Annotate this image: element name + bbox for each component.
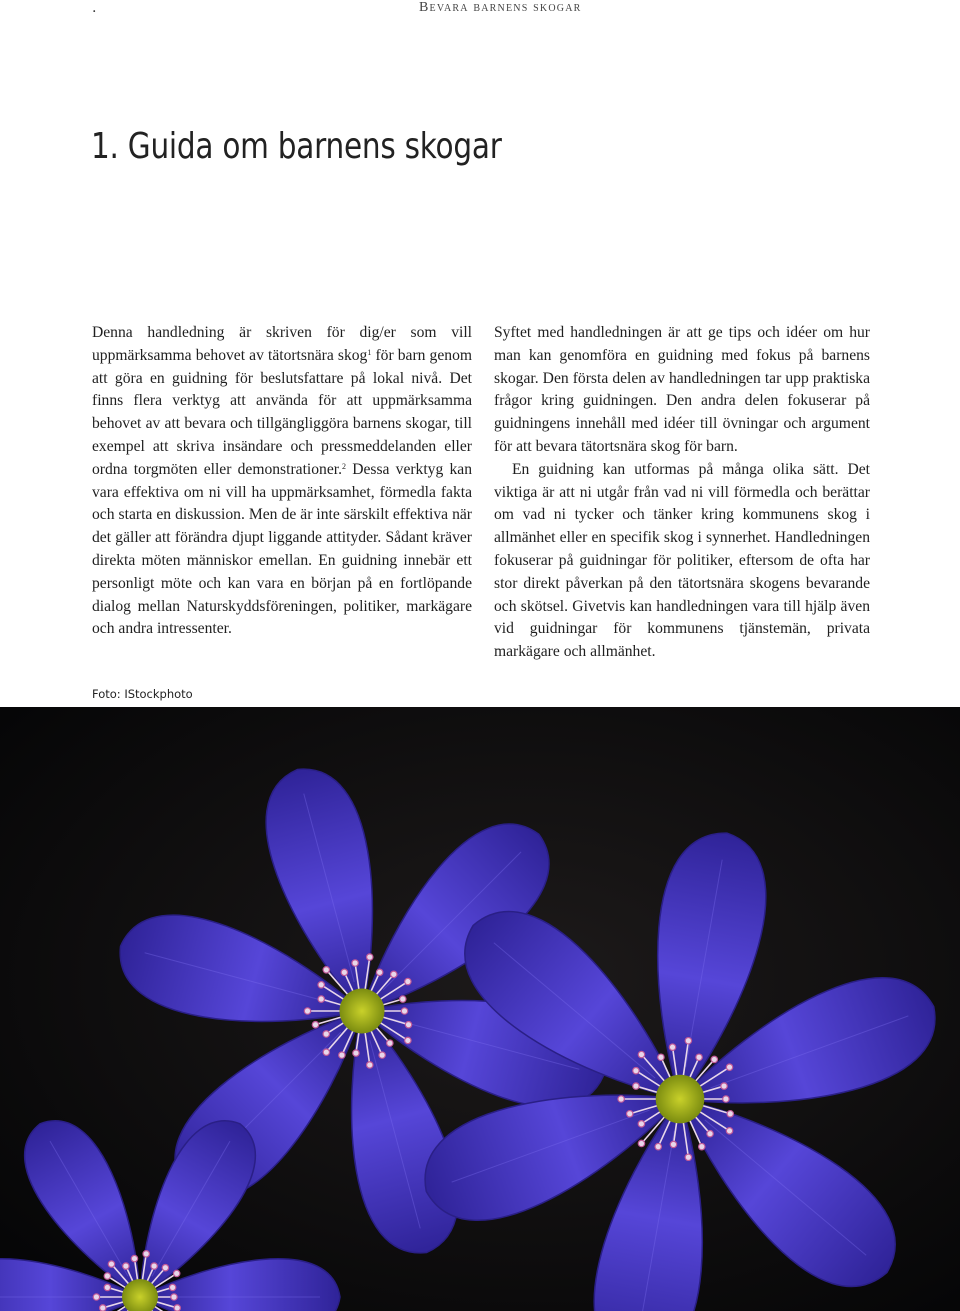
- hepatica-flowers-image: [0, 707, 960, 1311]
- right-flower-anther: [721, 1083, 727, 1089]
- right-paragraph-2: En guidning kan utformas på många olika sätt. Det viktiga är att ni utgår från vad ni vill förmedla och berättar om vad ni tycker och tänker kring kommunens skog i allmänhet eller en specifik skog i synnerhet. Handledningen fokuserar på guidningar för politiker, eftersom de ofta har stor direkt påverkan på den tätortsnära skogens bevarande och skötsel. Givetvis kan handledningen vara till hjälp även vid guidningar för kommunens tjänstemän, privata markägare och allmänhet.: [494, 460, 870, 661]
- bottom-flower-anther: [169, 1284, 175, 1290]
- right-flower-anther: [696, 1054, 702, 1060]
- body-column-right: [494, 322, 870, 664]
- bottom-flower-anther: [123, 1263, 129, 1269]
- right-flower-anther: [727, 1111, 733, 1117]
- right-flower-anther: [685, 1154, 691, 1160]
- left-flower-anther: [376, 969, 382, 975]
- left-flower-anther: [352, 960, 358, 966]
- left-flower-anther: [312, 1021, 318, 1027]
- bottom-flower-anther: [104, 1273, 110, 1279]
- bottom-flower-anther: [173, 1270, 179, 1276]
- right-flower-anther: [638, 1051, 644, 1057]
- right-flower-anther: [658, 1054, 664, 1060]
- right-flower-anther: [638, 1121, 644, 1127]
- left-flower-anther: [401, 1008, 407, 1014]
- left-flower-anther: [323, 967, 329, 973]
- bottom-flower-anther: [162, 1264, 168, 1270]
- right-flower-anther: [685, 1038, 691, 1044]
- bottom-flower-anther: [174, 1305, 180, 1311]
- right-flower-anther: [633, 1083, 639, 1089]
- left-flower-anther: [405, 978, 411, 984]
- flower-photo: [0, 707, 960, 1311]
- bottom-flower-anther: [104, 1284, 110, 1290]
- right-flower-anther: [707, 1130, 713, 1136]
- right-flower-anther: [670, 1141, 676, 1147]
- left-flower-anther: [323, 1049, 329, 1055]
- bottom-flower-anther: [151, 1263, 157, 1269]
- body-column-left: [92, 322, 472, 641]
- right-paragraph-1: Syftet med handledningen är att ge tips och idéer om hur man kan genomföra en guidning med fokus på barnens skogar. Den första delen av handledningen tar upp praktiska frågor kring guidningen. Den andra delen fokuserar på guidningens innehåll med idéer till övningar och argument för att bevara tätortsnära skog för barn.: [494, 324, 870, 455]
- bottom-flower-anther: [131, 1255, 137, 1261]
- right-flower-anther: [638, 1140, 644, 1146]
- left-flower-anther: [405, 1021, 411, 1027]
- right-flower-anther: [618, 1096, 624, 1102]
- right-flower-anther: [669, 1044, 675, 1050]
- bottom-flower-anther: [93, 1294, 99, 1300]
- bottom-flower-anther: [108, 1261, 114, 1267]
- right-flower-anther: [723, 1096, 729, 1102]
- left-flower-anther: [367, 1062, 373, 1068]
- left-flower-anther: [379, 1052, 385, 1058]
- bottom-flower-anther: [171, 1294, 177, 1300]
- right-flower-anther: [655, 1143, 661, 1149]
- left-flower-anther: [341, 969, 347, 975]
- left-flower-anther: [353, 1050, 359, 1056]
- right-flower-anther: [627, 1111, 633, 1117]
- left-flower-anther: [391, 971, 397, 977]
- bottom-flower-anther: [143, 1251, 149, 1257]
- right-flower-anther: [726, 1064, 732, 1070]
- left-flower-anther: [304, 1008, 310, 1014]
- left-flower-anther: [339, 1052, 345, 1058]
- bottom-flower-anther: [100, 1305, 106, 1311]
- left-flower-anther: [318, 996, 324, 1002]
- chapter-title: 1. Guida om barnens skogar: [91, 126, 502, 167]
- right-flower-anther: [711, 1056, 717, 1062]
- left-paragraph: Denna handledning är skriven för dig/er som vill uppmärksamma behovet av tätortsnära skog$^1$ för barn genom att göra en guidning för beslutsfattare på lokal nivå. Det finns flera verktyg att använda för att uppmärksamma behovet av att bevara och tillgängliggöra barnens skogar, till exempel att skriva insändare och pressmeddelanden eller ordna torgmöten eller demonstrationer.$^2$ Dessa verktyg kan vara effektiva om ni vill ha uppmärksamhet, förmedla fakta och starta en diskussion. Men de är inte särskilt effektiva när det gäller att förändra djupt liggande attityder. Sådant kräver direkta möten människor emellan. En guidning innebär ett personligt möte och kan vara en början på en fortlöpande dialog mellan Naturskyddsföreningen, politiker, markägare och andra intressenter.: [92, 324, 472, 638]
- right-flower-anther: [633, 1067, 639, 1073]
- left-flower-anther: [367, 954, 373, 960]
- left-flower-anther: [400, 996, 406, 1002]
- left-flower-anther: [318, 982, 324, 988]
- right-flower-center: [656, 1075, 705, 1124]
- left-flower-anther: [323, 1031, 329, 1037]
- right-flower-anther: [726, 1128, 732, 1134]
- header-dot: .: [92, 0, 97, 16]
- left-flower-center: [340, 989, 385, 1034]
- photo-caption: Foto: IStockphoto: [92, 687, 193, 701]
- left-flower-anther: [387, 1040, 393, 1046]
- right-flower-anther: [699, 1143, 705, 1149]
- running-header: Bevara barnens skogar: [419, 0, 582, 15]
- left-flower-anther: [405, 1037, 411, 1043]
